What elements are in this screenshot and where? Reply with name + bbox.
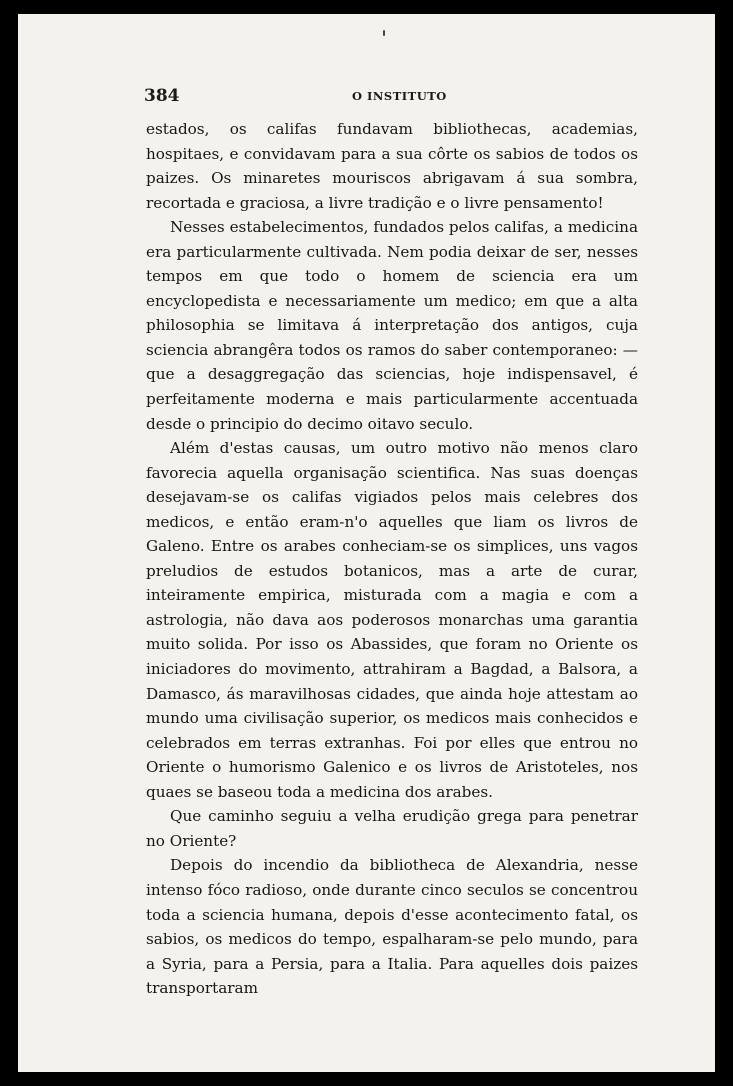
paragraph-motivo: Além d'estas causas, um outro motivo não menos claro favorecia aquella organisação scientifica. Nas suas doenças desejavam-se os califas vigiados pelos mais celebres dos medicos, e então eram-n'o aquelles que liam os livros de Galeno. Entre os arabes conheciam-se os simplices, uns vagos preludios de estudos botanicos, mas a arte de curar, inteiramente empirica, misturada com a magia e com a astrologia, não dava aos poderosos monarchas uma garantia muito solida. Por isso os Abassides, que foram no Oriente os iniciadores do movimento, attrahiram a Bagdad, a Balsora, a Damasco, ás maravilhosas cidades, que ainda hoje attestam ao mundo uma civilisação superior, os medicos mais conhecidos e celebrados em terras extranhas. Foi por elles que entrou no Oriente o humorismo Galenico e os livros de Aristoteles, nos quaes se baseou toda a medicina dos arabes. — [146, 439, 638, 801]
page-number: 384 — [144, 86, 180, 106]
ink-speck — [383, 30, 385, 36]
paragraph-question: Que caminho seguiu a velha erudição grega para penetrar no Oriente? — [146, 807, 638, 850]
body-text — [146, 117, 638, 1001]
book-page — [18, 14, 715, 1072]
running-title: O INSTITUTO — [352, 89, 447, 103]
paragraph-alexandria: Depois do incendio da bibliotheca de Alexandria, nesse intenso fóco radioso, onde durante cinco seculos se concentrou toda a sciencia humana, depois d'esse acontecimento fatal, os sabios, os medicos do tempo, espalharam-se pelo mundo, para a Syria, para a Persia, para a Italia. Para aquelles dois paizes transportaram — [146, 856, 638, 998]
page-header — [144, 86, 664, 110]
paragraph-continuation: estados, os califas fundavam bibliothecas, academias, hospitaes, e convidavam para a sua côrte os sabios de todos os paizes. Os minaretes mouriscos abrigavam á sua sombra, recortada e graciosa, a livre tradição e o livre pensamento! — [146, 120, 638, 212]
paragraph-medicina: Nesses estabelecimentos, fundados pelos califas, a medicina era particularmente cultivada. Nem podia deixar de ser, nesses tempos em que todo o homem de sciencia era um encyclopedista e necessariamente um medico; em que a alta philosophia se limitava á interpretação dos antigos, cuja sciencia abrangêra todos os ramos do saber contemporaneo: — que a desaggregação das sciencias, hoje indispensavel, é perfeitamente moderna e mais particularmente accentuada desde o principio do decimo oitavo seculo. — [146, 218, 638, 433]
